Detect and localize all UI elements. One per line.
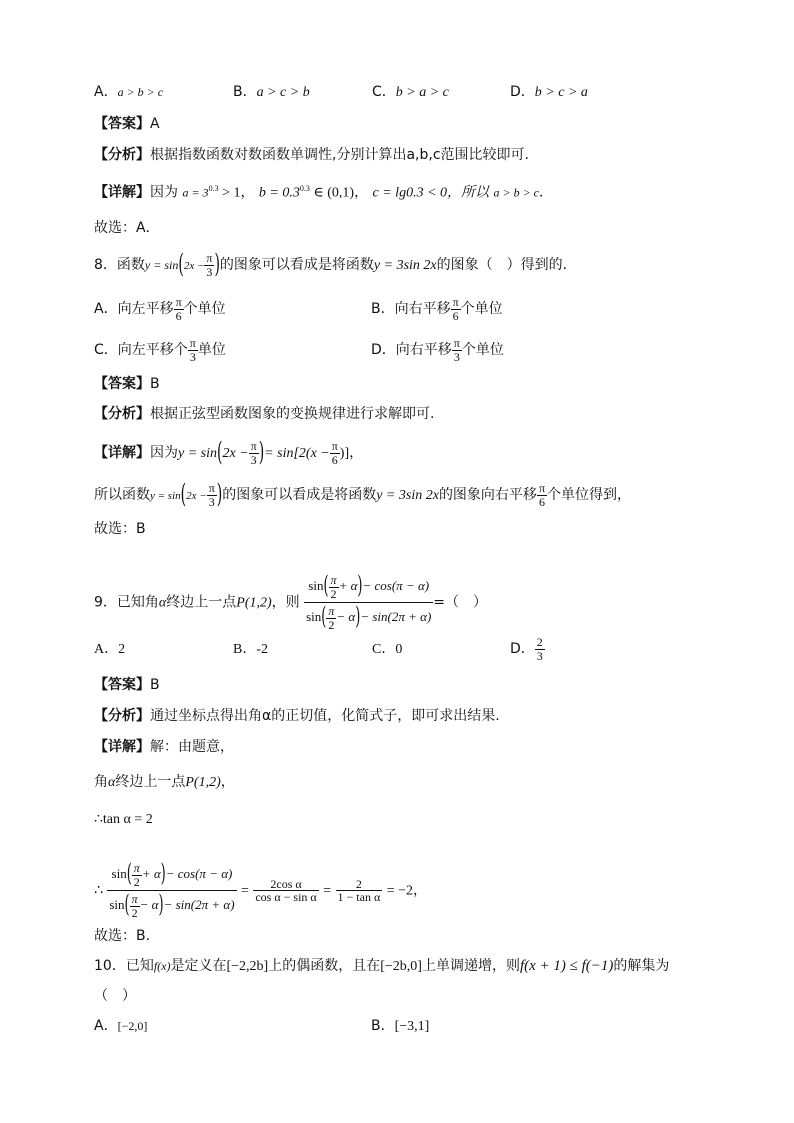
q8-option-d: D．向右平移 $\frac{\pi}{3}$ 个单位: [371, 336, 504, 364]
q7-option-c: C．b > a > c: [372, 84, 449, 100]
q7-analysis: 【分析】根据指数函数对数函数单调性,分别计算出a,b,c范围比较即可.: [94, 147, 529, 163]
q9-option-b: B．-2: [233, 642, 268, 657]
q9-detail-line2: 角α终边上一点P(1,2)，: [94, 774, 235, 790]
q8-analysis: 【分析】根据正弦型函数图象的变换规律进行求解即可.: [94, 406, 435, 422]
q9-option-c: C．0: [372, 642, 403, 657]
q9-answer: 【答案】B: [94, 677, 160, 693]
q7-option-b: B．a > c > b: [233, 84, 310, 100]
q8-answer: 【答案】B: [94, 376, 160, 392]
q9-option-d: D． $\frac{2}{3}$: [510, 635, 543, 663]
q7-answer: 【答案】A: [94, 116, 160, 132]
q9-analysis: 【分析】通过坐标点得出角α的正切值，化简式子，即可求出结果.: [94, 708, 500, 724]
q10-option-a: A．[−2,0]: [94, 1018, 148, 1034]
q7-choice: 故选：A．: [94, 220, 160, 236]
q7-option-d: D．b > c > a: [510, 84, 588, 100]
q10-stem: 10．已知f(x)是定义在[−2,2b]上的偶函数，且在[−2b,0]上单调递增，则f(x + 1) ≤ f(−1)的解集为: [94, 958, 670, 974]
q9-detail: 【详解】解：由题意，: [94, 739, 234, 755]
q9-derivation: ∴ sin( $\frac{\pi}{2}$ + α)− cos(π − α) sin( $\frac{\pi}{2}$ − α)− sin(2π + α) = $\frac{\text{2cos α}}{\text{cos α − sin α}}$ = $\frac{2}{\text{1 − tan α}}$ = −2，: [94, 860, 427, 920]
q8-option-c: C．向左平移个 $\frac{\pi}{3}$ 单位: [94, 336, 226, 364]
q8-option-a: A．向左平移 $\frac{\pi}{6}$ 个单位: [94, 295, 226, 323]
q8-stem: 8．函数y = sin(2x − $\frac{\pi}{3}$ )的图象可以看成是将函数y = 3sin 2x的图象（ ）得到的．: [94, 249, 577, 281]
q8-option-b: B．向右平移 $\frac{\pi}{6}$ 个单位: [371, 295, 503, 323]
q9-choice: 故选：B.: [94, 928, 151, 944]
q8-detail: 【详解】因为y = sin(2x − $\frac{\pi}{3}$ )= sin[2(x − $\frac{\pi}{6}$ )]，: [94, 437, 364, 469]
q7-detail: 【详解】因为 $a = 3^{0.3} > 1$， $b = 0.3^{0.3}$ ∈ (0,1)， c = lg0.3 < 0，所以 a > b > c．: [94, 184, 553, 201]
q8-choice: 故选：B: [94, 521, 146, 537]
q10-option-b: B．[−3,1]: [371, 1018, 430, 1034]
q8-detail-line2: 所以函数y = sin(2x − $\frac{\pi}{3}$ )的图象可以看成是将函数y = 3sin 2x的图象向右平移 $\frac{\pi}{6}$ 个单位得到，: [94, 479, 631, 511]
q7-option-a: A．a > b > c: [94, 84, 164, 100]
q10-paren: （ ）: [94, 988, 136, 1004]
q9-stem: 9．已知角α终边上一点P(1,2)，则 sin( $\frac{\pi}{2}$ + α)− cos(π − α) sin( $\frac{\pi}{2}$ − α)− sin(2π + α) =（ ）: [94, 572, 488, 632]
q9-option-a: A．2: [94, 642, 126, 657]
q9-tan-line: ∴tan α = 2: [94, 812, 153, 827]
